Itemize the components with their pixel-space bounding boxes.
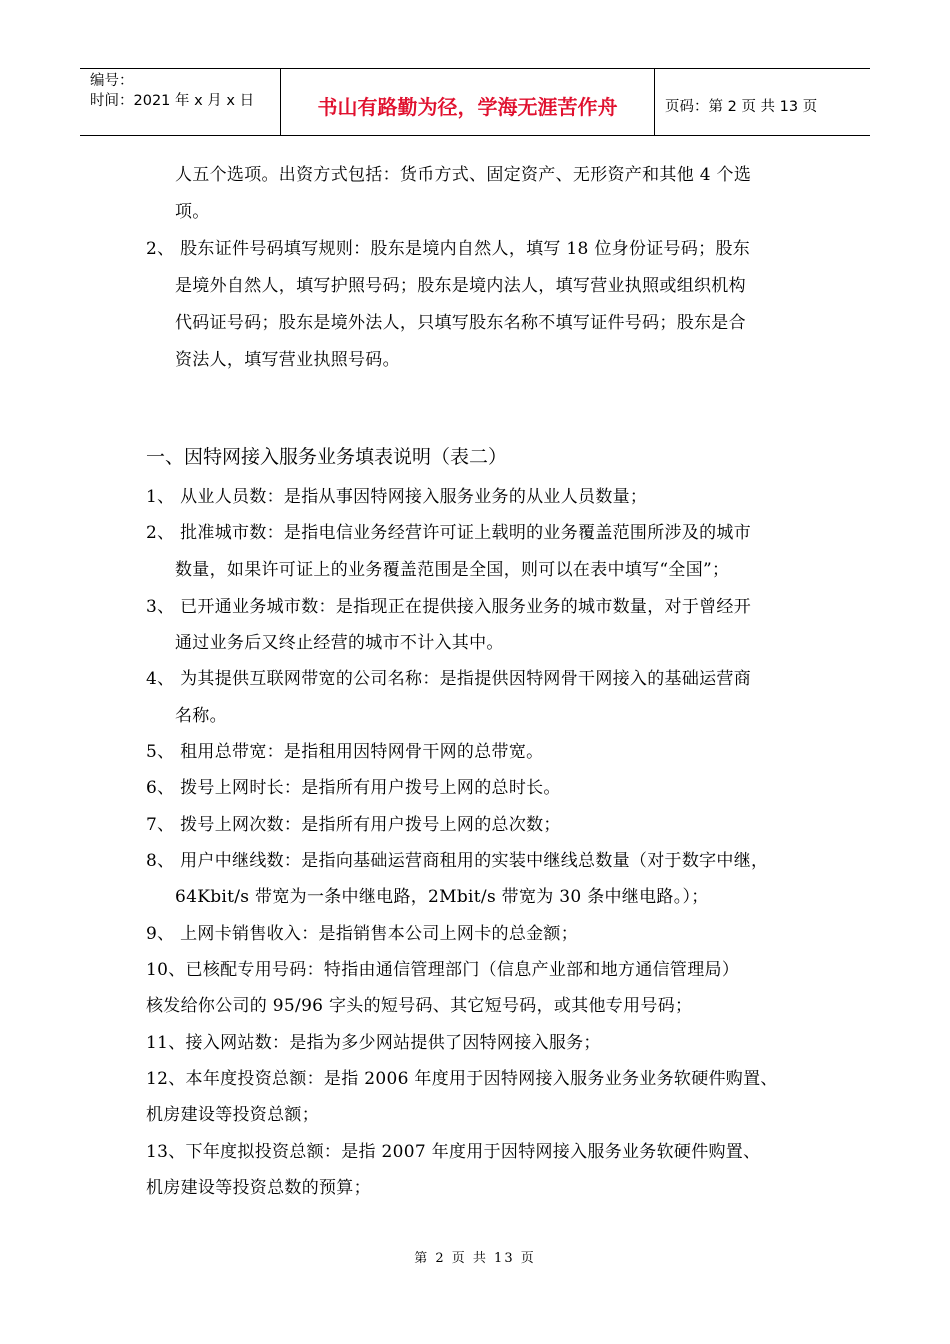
paragraph-line: 代码证号码；股东是境外法人，只填写股东名称不填写证件号码；股东是合 [175, 313, 746, 333]
header-motto: 书山有路勤为径，学海无涯苦作舟 [281, 69, 655, 135]
list-item: 通过业务后又终止经营的城市不计入其中。 [175, 633, 504, 653]
list-item: 5、 租用总带宽：是指租用因特网骨干网的总带宽。 [146, 742, 544, 762]
list-item: 名称。 [175, 706, 227, 726]
list-item: 12、本年度投资总额：是指 2006 年度用于因特网接入服务业务业务软硬件购置、 [146, 1069, 778, 1089]
page-header [80, 68, 870, 136]
page-footer: 第 2 页 共 13 页 [414, 1251, 536, 1266]
list-item: 核发给你公司的 95/96 字头的短号码、其它短号码，或其他专用号码； [146, 996, 693, 1016]
paragraph-line: 项。 [175, 202, 210, 222]
section-title: 一、因特网接入服务业务填表说明（表二） [146, 446, 508, 468]
list-item: 64Kbit/s 带宽为一条中继电路，2Mbit/s 带宽为 30 条中继电路。）； [175, 887, 709, 907]
list-item: 数量，如果许可证上的业务覆盖范围是全国，则可以在表中填写“全国”； [175, 560, 730, 580]
header-page-info: 页码：第 2 页 共 13 页 [665, 98, 818, 115]
list-item: 4、 为其提供互联网带宽的公司名称：是指提供因特网骨干网接入的基础运营商 [146, 669, 752, 689]
paragraph-line: 是境外自然人，填写护照号码；股东是境内法人，填写营业执照或组织机构 [175, 276, 746, 296]
list-item: 9、 上网卡销售收入：是指销售本公司上网卡的总金额； [146, 924, 579, 944]
header-meta [80, 69, 281, 135]
list-item: 2、 批准城市数：是指电信业务经营许可证上载明的业务覆盖范围所涉及的城市 [146, 523, 752, 543]
number-label: 编号： [90, 73, 134, 89]
list-item: 10、已核配专用号码：特指由通信管理部门（信息产业部和地方通信管理局） [146, 960, 740, 980]
paragraph-line: 2、 股东证件号码填写规则：股东是境内自然人，填写 18 位身份证号码；股东 [146, 239, 751, 259]
list-item: 7、 拨号上网次数：是指所有用户拨号上网的总次数； [146, 815, 561, 835]
paragraph-line: 人五个选项。出资方式包括：货币方式、固定资产、无形资产和其他 4 个选 [175, 165, 752, 185]
list-item: 1、 从业人员数：是指从事因特网接入服务业务的从业人员数量； [146, 487, 648, 507]
time-label: 时间：2021 年 x 月 x 日 [90, 93, 255, 109]
list-item: 8、 用户中继线数：是指向基础运营商租用的实装中继线总数量（对于数字中继， [146, 851, 769, 871]
list-item: 11、接入网站数：是指为多少网站提供了因特网接入服务； [146, 1033, 601, 1053]
paragraph-line: 资法人，填写营业执照号码。 [175, 350, 400, 370]
list-item: 机房建设等投资总数的预算； [146, 1178, 371, 1198]
list-item: 机房建设等投资总额； [146, 1105, 319, 1125]
list-item: 6、 拨号上网时长：是指所有用户拨号上网的总时长。 [146, 778, 561, 798]
list-item: 13、下年度拟投资总额：是指 2007 年度用于因特网接入服务业务软硬件购置、 [146, 1142, 761, 1162]
list-item: 3、 已开通业务城市数：是指现正在提供接入服务业务的城市数量，对于曾经开 [146, 597, 752, 617]
